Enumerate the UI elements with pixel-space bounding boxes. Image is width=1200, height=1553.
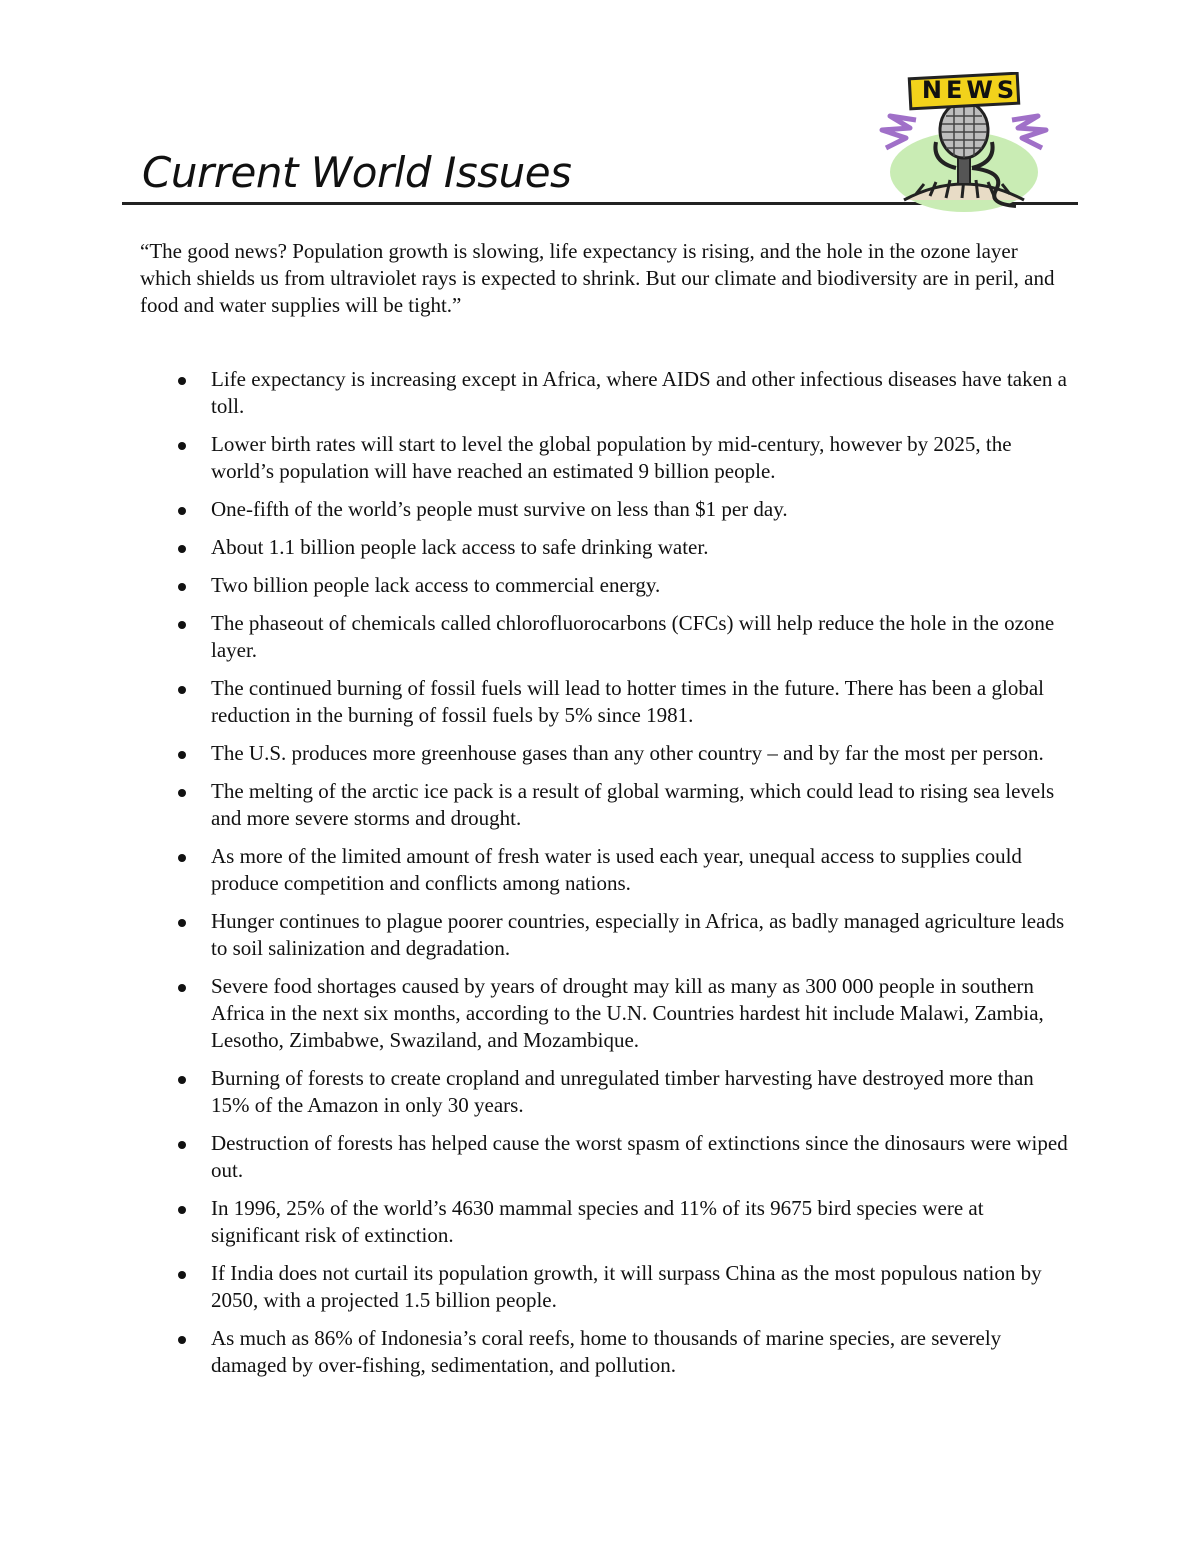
- bullet-icon: [178, 1336, 186, 1344]
- list-item: [140, 572, 1070, 599]
- page-header: [122, 60, 1078, 210]
- bullet-icon: [178, 377, 186, 385]
- list-item: [140, 431, 1070, 485]
- list-item: [140, 778, 1070, 832]
- list-item: [140, 1260, 1070, 1314]
- bullet-icon: [178, 1271, 186, 1279]
- list-item-text: Two billion people lack access to commercial energy.: [211, 573, 661, 597]
- list-item: [140, 973, 1070, 1054]
- bullet-icon: [178, 854, 186, 862]
- bullet-icon: [178, 686, 186, 694]
- bullet-icon: [178, 1076, 186, 1084]
- bullet-icon: [178, 442, 186, 450]
- list-item-text: In 1996, 25% of the world’s 4630 mammal species and 11% of its 9675 bird species were at significant risk of extinction.: [211, 1196, 984, 1247]
- list-item: [140, 740, 1070, 767]
- list-item-text: Destruction of forests has helped cause the worst spasm of extinctions since the dinosaurs were wiped out.: [211, 1131, 1068, 1182]
- bullet-icon: [178, 751, 186, 759]
- list-item-text: Life expectancy is increasing except in Africa, where AIDS and other infectious diseases have taken a toll.: [211, 367, 1067, 418]
- list-item-text: About 1.1 billion people lack access to safe drinking water.: [211, 535, 709, 559]
- list-item: [140, 1195, 1070, 1249]
- list-item-text: The U.S. produces more greenhouse gases than any other country – and by far the most per person.: [211, 741, 1044, 765]
- bullet-icon: [178, 507, 186, 515]
- list-item-text: Hunger continues to plague poorer countries, especially in Africa, as badly managed agriculture leads to soil salinization and degradation.: [211, 909, 1065, 960]
- list-item-text: Burning of forests to create cropland and unregulated timber harvesting have destroyed more than 15% of the Amazon in only 30 years.: [211, 1066, 1034, 1117]
- intro-quote: “The good news? Population growth is slowing, life expectancy is rising, and the hole in the ozone layer which shields us from ultraviolet rays is expected to shrink. But our climate and biodiversity are in peril, and food and water supplies will be tight.”: [140, 239, 1055, 317]
- bullet-icon: [178, 621, 186, 629]
- list-item: [140, 534, 1070, 561]
- list-item: [140, 1325, 1070, 1379]
- bullet-icon: [178, 1206, 186, 1214]
- list-item-text: As more of the limited amount of fresh water is used each year, unequal access to supplies could produce competition and conflicts among nations.: [211, 844, 1022, 895]
- page-title: Current World Issues: [142, 148, 572, 197]
- issues-list: [140, 366, 1070, 1390]
- list-item: [140, 675, 1070, 729]
- list-item-text: As much as 86% of Indonesia’s coral reefs, home to thousands of marine species, are severely damaged by over-fishing, sedimentation, and pollution.: [211, 1326, 1002, 1377]
- bullet-icon: [178, 1141, 186, 1149]
- list-item-text: If India does not curtail its population growth, it will surpass China as the most populous nation by 2050, with a projected 1.5 billion people.: [211, 1261, 1042, 1312]
- news-sign-label: NEWS: [921, 76, 1019, 104]
- list-item: [140, 1130, 1070, 1184]
- list-item: [140, 496, 1070, 523]
- bullet-icon: [178, 545, 186, 553]
- list-item: [140, 610, 1070, 664]
- bullet-icon: [178, 583, 186, 591]
- list-item-text: One-fifth of the world’s people must survive on less than $1 per day.: [211, 497, 788, 521]
- list-item-text: Lower birth rates will start to level the global population by mid-century, however by 2025, the world’s population will have reached an estimated 9 billion people.: [211, 432, 1012, 483]
- list-item-text: The phaseout of chemicals called chlorofluorocarbons (CFCs) will help reduce the hole in the ozone layer.: [211, 611, 1055, 662]
- bullet-icon: [178, 789, 186, 797]
- list-item: [140, 908, 1070, 962]
- list-item: [140, 1065, 1070, 1119]
- bullet-icon: [178, 919, 186, 927]
- list-item-text: The melting of the arctic ice pack is a result of global warming, which could lead to rising sea levels and more severe storms and drought.: [211, 779, 1055, 830]
- list-item: [140, 843, 1070, 897]
- list-item-text: Severe food shortages caused by years of drought may kill as many as 300 000 people in southern Africa in the next six months, according to the U.N. Countries hardest hit include Malawi, Zambia, Lesotho, Zimbabwe, Swaziland, and Mozambique.: [211, 974, 1044, 1052]
- list-item-text: The continued burning of fossil fuels will lead to hotter times in the future. There has been a global reduction in the burning of fossil fuels by 5% since 1981.: [211, 676, 1044, 727]
- list-item: [140, 366, 1070, 420]
- bullet-icon: [178, 984, 186, 992]
